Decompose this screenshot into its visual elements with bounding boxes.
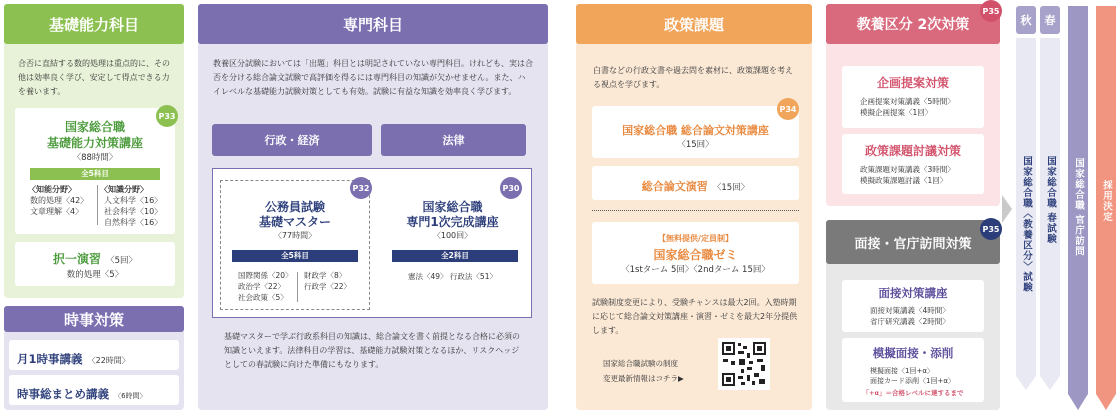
tab-law[interactable]: 法律 [381, 124, 526, 156]
current-item1-title: 月1時事講義 [17, 352, 83, 366]
knowledge-item: 社会科学〈10〉 [104, 207, 163, 216]
flow-col1-text: 国家総合職〈教養区分〉試験 [1021, 156, 1032, 293]
basic-course-title1: 国家総合職 [64, 120, 125, 134]
liberal-c1-item: 企画提案対策講義〈5時間〉 [860, 97, 955, 106]
page-badge-p34: P34 [777, 98, 799, 120]
liberal-c2-item: 模擬政策課題討議〈1回〉 [860, 176, 948, 185]
knowledge-item: 人文科学〈16〉 [104, 196, 163, 205]
drill-title: 択一演習 [52, 252, 101, 266]
drill-title-row [15, 248, 175, 268]
drill-count: 〈5回〉 [106, 256, 138, 266]
c1-divider [297, 272, 298, 302]
liberal-c1-title: 企画提案対策 [876, 76, 949, 90]
c1-all: 全5科目 [232, 250, 358, 262]
interview-c2-title: 模擬面接・添削 [872, 346, 954, 360]
interview-c1-title: 面接対策講座 [878, 286, 948, 300]
c1-item: 政治学〈22〉 [238, 282, 286, 291]
knowledge-header-2: 〈知識分野〉 [100, 185, 148, 194]
current-item-2[interactable] [9, 375, 179, 405]
knowledge-divider [97, 185, 98, 225]
current-item2-title: 時事総まとめ講義 [17, 387, 109, 401]
c2-hours: 〈100回〉 [432, 231, 473, 240]
page-badge-p30: P30 [500, 177, 522, 199]
c2-title1: 国家総合職 [422, 200, 483, 214]
liberal-c1-item: 模擬企画提案〈1回〉 [860, 108, 933, 117]
knowledge-item: 文章理解〈4〉 [30, 207, 84, 216]
policy-header: 政策課題 [576, 4, 812, 44]
policy-c1-title: 国家総合職 総合論文対策講座 [622, 124, 769, 137]
c1-item: 社会政策〈5〉 [238, 293, 288, 302]
specialty-footer: 基礎マスターで学ぶ行政系科目の知識は、総合論文を書く前提となる合格に必須の知識といえます。法律科目の学習は、基礎能力試験対策となるほか、リスクヘッジとしての春試験に向けた準備にもなります。 [224, 332, 520, 369]
c1-hours: 〈77時間〉 [273, 231, 317, 240]
current-item-1[interactable] [9, 340, 179, 370]
tab-admin-economy[interactable]: 行政・経済 [212, 124, 372, 156]
basic-subjects-all: 全5科目 [30, 168, 160, 180]
flow-col4-text: 採用決定 [1101, 180, 1112, 222]
qr-text-1: 国家総合職試験の制度 [603, 359, 678, 368]
c1-title1: 公務員試験 [264, 200, 325, 214]
page-badge-p32: P32 [350, 177, 372, 199]
interview-header: 面接・官庁訪問対策 [826, 220, 1000, 264]
liberal-c2-item: 政策課題対策講義〈3時間〉 [860, 165, 955, 174]
c1-item: 国際関係〈20〉 [238, 271, 293, 280]
basic-header: 基礎能力科目 [4, 4, 184, 44]
page-badge-p35-liberal: P35 [980, 0, 1002, 22]
policy-note: 試験制度変更により、受験チャンスは最大2回。入塾時期に応じて総合論文対策講座・演習・ゼミを最大2年分提供します。 [592, 298, 798, 335]
knowledge-item: 自然科学〈16〉 [104, 218, 163, 227]
interview-c1-item: 省庁研究講義〈2時間〉 [870, 317, 950, 326]
qr-code-icon [721, 341, 767, 387]
interview-c2-item: 模擬面接〈1回+α〉 [870, 367, 934, 375]
liberal-c2-title: 政策課題討議対策 [864, 144, 961, 158]
flow-col3-text: 国家総合職 官庁訪問 [1073, 158, 1084, 257]
policy-c2-count: 〈15回〉 [712, 183, 750, 193]
policy-c2-title: 総合論文演習 [641, 180, 708, 193]
policy-c1-count: 〈15回〉 [677, 140, 714, 150]
qr-code[interactable] [718, 338, 770, 390]
basic-desc: 合否に直結する数的処理は重点的に、その他は効率良く学び、安定して得点できる力を養います。 [18, 59, 170, 96]
page-badge-p33: P33 [156, 105, 178, 127]
c1-item: 行政学〈22〉 [304, 282, 352, 291]
specialty-header: 専門科目 [198, 4, 548, 44]
autumn-tab: 秋 [1016, 6, 1036, 34]
arrow-to-flow [1002, 195, 1012, 223]
liberal-header: 教養区分 2次対策 [826, 4, 1000, 44]
c2-items: 憲法〈49〉 行政法〈51〉 [408, 272, 497, 281]
policy-c3-title: 国家総合職ゼミ [653, 248, 738, 262]
basic-course-title2: 基礎能力対策講座 [46, 136, 143, 150]
knowledge-item: 数的処理〈42〉 [30, 196, 89, 205]
policy-card-2[interactable] [592, 166, 799, 200]
c2-title2: 専門1次完成講座 [406, 215, 499, 229]
flow-col2-text: 国家総合職 春試験 [1045, 156, 1056, 245]
page-badge-p35-interview: P35 [980, 218, 1002, 240]
drill-sub: 数的処理〈5〉 [66, 270, 124, 280]
knowledge-header-1: 〈知能分野〉 [28, 185, 76, 194]
c1-item: 財政学〈8〉 [304, 271, 347, 280]
policy-dotted-divider [592, 210, 799, 211]
current-item2-hours: 〈6時間〉 [114, 392, 147, 400]
interview-c2-item: 面接カード添削〈1回+α〉 [870, 377, 955, 385]
interview-c2-note: 「+α」＝合格レベルに達するまで [862, 389, 964, 397]
spring-tab: 春 [1040, 6, 1060, 34]
basic-course-hours: 〈88時間〉 [72, 153, 118, 163]
specialty-desc: 教養区分試験においては「出題」科目とは明記されていない専門科目。けれども、実は合否を分ける総合論文試験で高評価を得るには専門科目の知識が欠かせません。また、ハイレベルな基礎能力試験対策としても有効。試験に有益な知識を効率良く学びます。 [213, 59, 533, 96]
policy-c3-tag: 【無料提供/定員制】 [658, 234, 733, 243]
current-header: 時事対策 [4, 306, 184, 332]
c1-title2: 基礎マスター [258, 215, 331, 229]
qr-text-2[interactable]: 変更最新情報はコチラ▶ [603, 374, 684, 383]
policy-c3-detail: 〈1stターム 5回〉〈2ndターム 15回〉 [621, 265, 770, 275]
interview-c1-item: 面接対策講義〈4時間〉 [870, 306, 950, 315]
c2-all: 全2科目 [392, 250, 518, 262]
policy-desc: 白書などの行政文書や過去問を素材に、政策課題を考える視点を学びます。 [593, 66, 793, 89]
current-item1-hours: 〈22時間〉 [87, 356, 130, 365]
